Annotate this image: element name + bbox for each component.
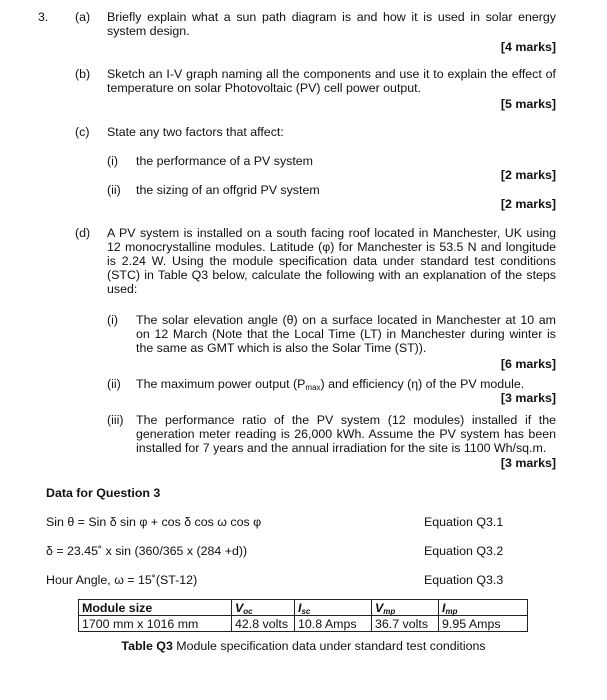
module-spec-table <box>78 599 528 632</box>
part-c-label: (c) <box>75 125 90 139</box>
part-d-iii-marks: [3 marks] <box>500 456 556 470</box>
part-c-ii-label: (ii) <box>107 183 121 197</box>
part-d-text: A PV system is installed on a south facing roof located in Manchester, UK using 12 monocrystalline modules. Latitude (φ) for Manchester is 53.5 N and longitude is 2.24 W. Using the module specification data under standard test conditions (STC) in Table Q3 below, calculate the following with an explanation of the steps used: <box>107 226 556 296</box>
data-heading: Data for Question 3 <box>46 486 161 500</box>
header-vmp: $V_{mp}$ <box>372 600 439 616</box>
part-b-marks: [5 marks] <box>500 97 556 111</box>
cell-vmp: 36.7 volts <box>372 616 439 632</box>
part-c-text: State any two factors that affect: <box>107 125 284 139</box>
header-imp: $I_{mp}$ <box>439 600 528 616</box>
part-d-i-text: The solar elevation angle (θ) on a surface located in Manchester at 10 am on 12 March (Note that the Local Time (LT) in Manchester during winter is the same as GMT which is also the Solar Time (ST)). <box>136 313 556 355</box>
part-a-marks: [4 marks] <box>500 40 556 54</box>
header-voc: $V_{oc}$ <box>232 600 295 616</box>
part-c-i-text: the performance of a PV system <box>136 154 313 168</box>
part-d-ii-label: (ii) <box>107 377 121 391</box>
header-module-size: Module size <box>79 600 232 616</box>
part-d-i-marks: [6 marks] <box>500 357 556 371</box>
equation-3-formula: Hour Angle, ω = 15˚(ST-12) <box>46 573 198 587</box>
cell-isc: 10.8 Amps <box>295 616 372 632</box>
part-b-label: (b) <box>75 67 91 81</box>
equation-1-formula: Sin θ = Sin δ sin φ + cos δ cos ω cos φ <box>46 515 262 529</box>
equation-1-label: Equation Q3.1 <box>424 515 504 529</box>
cell-imp: 9.95 Amps <box>439 616 528 632</box>
part-d-i-label: (i) <box>107 313 119 327</box>
part-c-ii-marks: [2 marks] <box>500 197 556 211</box>
cell-module-size: 1700 mm x 1016 mm <box>79 616 232 632</box>
part-c-i-marks: [2 marks] <box>500 168 556 182</box>
table-header-row <box>79 600 528 616</box>
part-a-text: Briefly explain what a sun path diagram is and how it is used in solar energy system design. <box>107 10 556 38</box>
part-c-i-label: (i) <box>107 154 119 168</box>
equation-3-label: Equation Q3.3 <box>424 573 504 587</box>
part-b-text: Sketch an I-V graph naming all the components and use it to explain the effect of temperature on solar Photovoltaic (PV) cell power output. <box>107 67 556 95</box>
equation-2-label: Equation Q3.2 <box>424 544 504 558</box>
header-isc: $I_{sc}$ <box>295 600 372 616</box>
part-d-iii-label: (iii) <box>107 413 124 427</box>
table-row <box>79 616 528 632</box>
equation-2-formula: δ = 23.45˚ x sin (360/365 x (284 +d)) <box>46 544 248 558</box>
part-a-label: (a) <box>75 10 91 24</box>
question-number: 3. <box>38 10 49 24</box>
table-caption: Table Q3 Module specification data under standard test conditions <box>121 639 486 653</box>
part-c-ii-text: the sizing of an offgrid PV system <box>136 183 320 197</box>
part-d-iii-text: The performance ratio of the PV system (12 modules) installed if the generation meter reading is 26,000 kWh. Assume the PV system has been installed for 7 years and the annual irradiation for the site is 1100 Wh/sq.m. <box>136 413 556 455</box>
part-d-ii-marks: [3 marks] <box>500 391 556 405</box>
part-d-label: (d) <box>75 226 91 240</box>
cell-voc: 42.8 volts <box>232 616 295 632</box>
part-d-ii-text: The maximum power output $(P_{max})$ and efficiency (η) of the PV module. <box>136 377 525 392</box>
